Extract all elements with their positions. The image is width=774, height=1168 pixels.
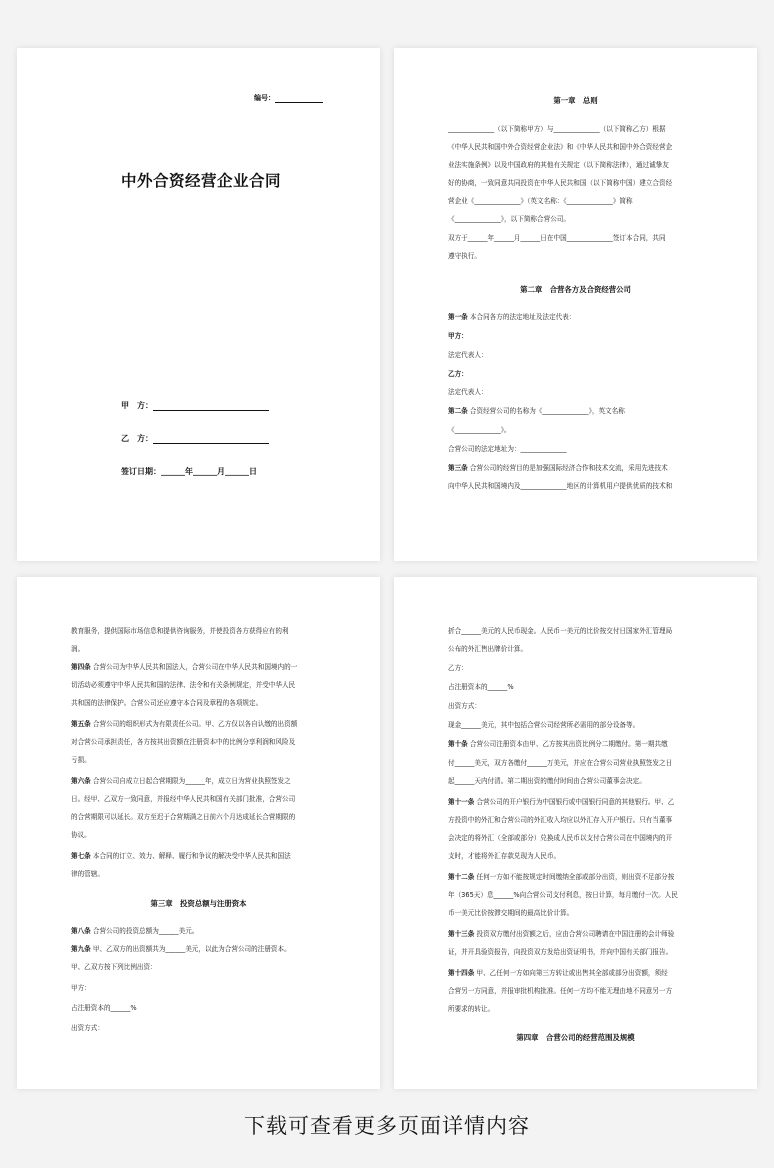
article-text: 甲、乙任何一方如向第三方转让或出售其全部或部分出资额，须经 bbox=[476, 969, 668, 977]
paragraph-line: 会决定的将外汇（全部或部分）兑换成人民币以支付合营公司在中国境内的开 bbox=[448, 834, 673, 842]
paragraph-line: 合营另一方同意，并报审批机构批准。任何一方均不能无理由地不同意另一方 bbox=[448, 987, 673, 995]
download-prompt[interactable]: 下载可查看更多页面详情内容 bbox=[244, 1114, 530, 1138]
paragraph-line: 甲方： bbox=[71, 984, 91, 992]
paragraph-line: 业法实施条例》以及中国政府的其他有关规定（以下简称法律），通过诚挚友 bbox=[448, 161, 669, 169]
article-label: 第十条 bbox=[448, 740, 468, 748]
page-chapter-3 bbox=[17, 577, 380, 1089]
article-text: 任何一方如不能按规定时间缴纳全部或部分出资，则出资不足部分按 bbox=[476, 873, 675, 881]
paragraph-line: 所要求的转让。 bbox=[448, 1005, 495, 1013]
chapter-1-heading: 第一章 总则 bbox=[553, 96, 598, 105]
party-a-blank bbox=[153, 402, 269, 411]
article-label: 第四条 bbox=[71, 663, 91, 671]
article-text: 合营公司为中华人民共和国法人，合营公司在中华人民共和国境内的一 bbox=[92, 663, 298, 671]
article-text: 合营公司的投资总额为______美元。 bbox=[92, 927, 199, 935]
article-label: 第一条 bbox=[448, 313, 468, 321]
paragraph-line: 对合营公司承担责任，各方按其出资额在注册资本中的比例分享利润和风险及 bbox=[71, 738, 296, 746]
paragraph-line: 币一美元比价按滞交期间的最高比价计算。 bbox=[448, 909, 574, 917]
paragraph-line: 占注册资本的______% bbox=[448, 683, 514, 691]
article-text: 合营公司的组织形式为有限责任公司。甲、乙方仅以各自认缴的出资额 bbox=[92, 720, 298, 728]
legal-rep-a: 法定代表人： bbox=[448, 351, 488, 359]
document-title: 中外合资经营企业合同 bbox=[121, 172, 282, 190]
article-8 bbox=[71, 927, 198, 936]
paragraph-line: 占注册资本的______% bbox=[71, 1004, 137, 1012]
article-label: 第九条 bbox=[71, 945, 91, 953]
article-label: 第十二条 bbox=[448, 873, 475, 881]
article-7 bbox=[71, 852, 291, 861]
page-cover bbox=[17, 48, 380, 561]
paragraph-line: 甲、乙双方按下列比例出资： bbox=[71, 963, 157, 971]
article-6 bbox=[71, 777, 291, 786]
article-text: 合营公司注册资本由甲、乙方按其出资比例分二期缴付。第一期共缴 bbox=[469, 740, 668, 748]
article-text: 本合同各方的法定地址及法定代表： bbox=[469, 313, 576, 321]
article-label: 第六条 bbox=[71, 777, 91, 785]
article-label: 第七条 bbox=[71, 852, 91, 860]
party-a-line bbox=[121, 400, 269, 411]
paragraph-line: 支时，才能将外汇存款兑现为人民币。 bbox=[448, 852, 561, 860]
paragraph-line: 折合______美元的人民币现金。人民币一美元的比价按交付日国家外汇管理局 bbox=[448, 627, 673, 635]
paragraph-line: 营企业《______________》（英文名称：《______________》简称 bbox=[448, 197, 633, 205]
article-text: 合资经营公司的名称为《______________》，英文名称 bbox=[469, 407, 625, 415]
article-text: 甲、乙双方的出资额共为______美元，以此为合营公司的注册资本。 bbox=[92, 945, 291, 953]
article-9 bbox=[71, 945, 291, 954]
article-text: 合营公司的开户银行为中国银行或中国银行同意的其他银行。甲、乙 bbox=[476, 798, 675, 806]
paragraph-line: 亏损。 bbox=[71, 756, 91, 764]
paragraph-line: 乙方： bbox=[448, 664, 468, 672]
article-label: 第十一条 bbox=[448, 798, 475, 806]
article-label: 第三条 bbox=[448, 464, 468, 472]
party-b-blank bbox=[153, 435, 269, 444]
paragraph-line: 好的协商，一致同意共同投资在中华人民共和国（以下简称中国）建立合资经 bbox=[448, 179, 673, 187]
paragraph-line: 出资方式： bbox=[448, 702, 481, 710]
article-label: 第八条 bbox=[71, 927, 91, 935]
party-a-label: 甲 方： bbox=[121, 401, 153, 410]
sign-date: 签订日期：______年______月______日 bbox=[121, 467, 257, 476]
legal-rep-b: 法定代表人： bbox=[448, 388, 488, 396]
page-chapter-3-cont bbox=[394, 577, 757, 1089]
party-b-heading: 乙方： bbox=[448, 370, 468, 378]
party-a-heading: 甲方： bbox=[448, 332, 468, 340]
contract-number-blank bbox=[275, 95, 323, 103]
paragraph-line: 向中华人民共和国境内及______________地区的计算机用户提供优质的技术和 bbox=[448, 482, 673, 490]
article-10 bbox=[448, 740, 668, 749]
article-text: 合营公司的经营目的是加强国际经济合作和技术交流，采用先进技术 bbox=[469, 464, 668, 472]
article-text: 投资双方缴付出资额之后，应由合营公司聘请在中国注册的会计师验 bbox=[476, 930, 675, 938]
chapter-3-heading: 第三章 投资总额与注册资本 bbox=[150, 899, 247, 908]
contract-number-label: 编号： bbox=[254, 94, 275, 102]
paragraph-line: 证，并开具验资报告，向投资双方发给出资证明书，并向中国有关部门报告。 bbox=[448, 948, 673, 956]
article-2 bbox=[448, 407, 625, 416]
article-text: 本合同的订立、效力、解释、履行和争议的解决受中华人民共和国法 bbox=[92, 852, 291, 860]
paragraph-line: 方投资中的外汇和合营公司的外汇收入均应以外汇存入开户银行。只有当董事 bbox=[448, 816, 673, 824]
paragraph-line: 日。经甲、乙双方一致同意，并报经中华人民共和国有关部门批准，合营公司 bbox=[71, 795, 296, 803]
article-4 bbox=[71, 663, 297, 672]
paragraph-line: 《中华人民共和国中外合资经营企业法》和《中华人民共和国中外合资经营企 bbox=[448, 143, 673, 151]
article-label: 第五条 bbox=[71, 720, 91, 728]
paragraph-line: 的合营期限可以延长。双方至迟于合营期满之日前六个月达成延长合营期限的 bbox=[71, 813, 296, 821]
article-label: 第二条 bbox=[448, 407, 468, 415]
paragraph-line: ______________（以下简称甲方）与______________（以下简称乙方）根据 bbox=[448, 125, 666, 133]
paragraph-line: 律的管辖。 bbox=[71, 870, 104, 878]
paragraph-line: 遵守执行。 bbox=[448, 252, 481, 260]
party-b-label: 乙 方： bbox=[121, 434, 153, 443]
article-11 bbox=[448, 798, 674, 807]
article-5 bbox=[71, 720, 297, 729]
paragraph-line: 公布的外汇售出牌价计算。 bbox=[448, 645, 528, 653]
article-13 bbox=[448, 930, 674, 939]
paragraph-line: 协议。 bbox=[71, 831, 91, 839]
paragraph-line: 付______美元，双方各缴付______万美元，并应在合营公司营业执照签发之日 bbox=[448, 759, 673, 767]
chapter-2-heading: 第二章 合营各方及合资经营公司 bbox=[520, 285, 631, 294]
paragraph-line: 切活动必须遵守中华人民共和国的法律、法令和有关条例规定，并受中华人民 bbox=[71, 681, 296, 689]
company-address: 合营公司的法定地址为：______________ bbox=[448, 445, 567, 453]
page-chapter-1 bbox=[394, 48, 757, 561]
article-12 bbox=[448, 873, 674, 882]
paragraph-line: 教育服务，提供国际市场信息和提供咨询服务，并使投资各方获得应有的利 bbox=[71, 627, 289, 635]
paragraph-line: 年（365天）息______%向合营公司支付利息，按日计算，每月缴付一次。人民 bbox=[448, 891, 678, 899]
article-label: 第十四条 bbox=[448, 969, 475, 977]
paragraph-line: 出资方式： bbox=[71, 1024, 104, 1032]
paragraph-line: 现金______美元，其中包括合营公司经营所必需用的部分设备等。 bbox=[448, 721, 640, 729]
article-3 bbox=[448, 464, 668, 473]
article-1 bbox=[448, 313, 575, 322]
paragraph-line: 《______________》。 bbox=[448, 426, 511, 434]
paragraph-line: 《______________》，以下简称合营公司。 bbox=[448, 215, 570, 223]
article-text: 合营公司自成立日起合营期限为______年，成立日为营业执照签发之 bbox=[92, 777, 291, 785]
paragraph-line: 共和国的法律保护。合营公司还应遵守本合同及章程的各项规定。 bbox=[71, 699, 263, 707]
paragraph-line: 起______天内付清。第二期出资的缴付时间由合营公司董事会决定。 bbox=[448, 777, 646, 785]
article-label: 第十三条 bbox=[448, 930, 475, 938]
paragraph-line: 润。 bbox=[71, 645, 85, 653]
contract-number bbox=[254, 93, 323, 103]
paragraph-line: 双方于______年______月______日在中国______________签订本合同，共同 bbox=[448, 234, 666, 242]
chapter-4-heading: 第四章 合营公司的经营范围及规模 bbox=[516, 1033, 635, 1042]
party-b-line bbox=[121, 433, 269, 444]
article-14 bbox=[448, 969, 668, 978]
